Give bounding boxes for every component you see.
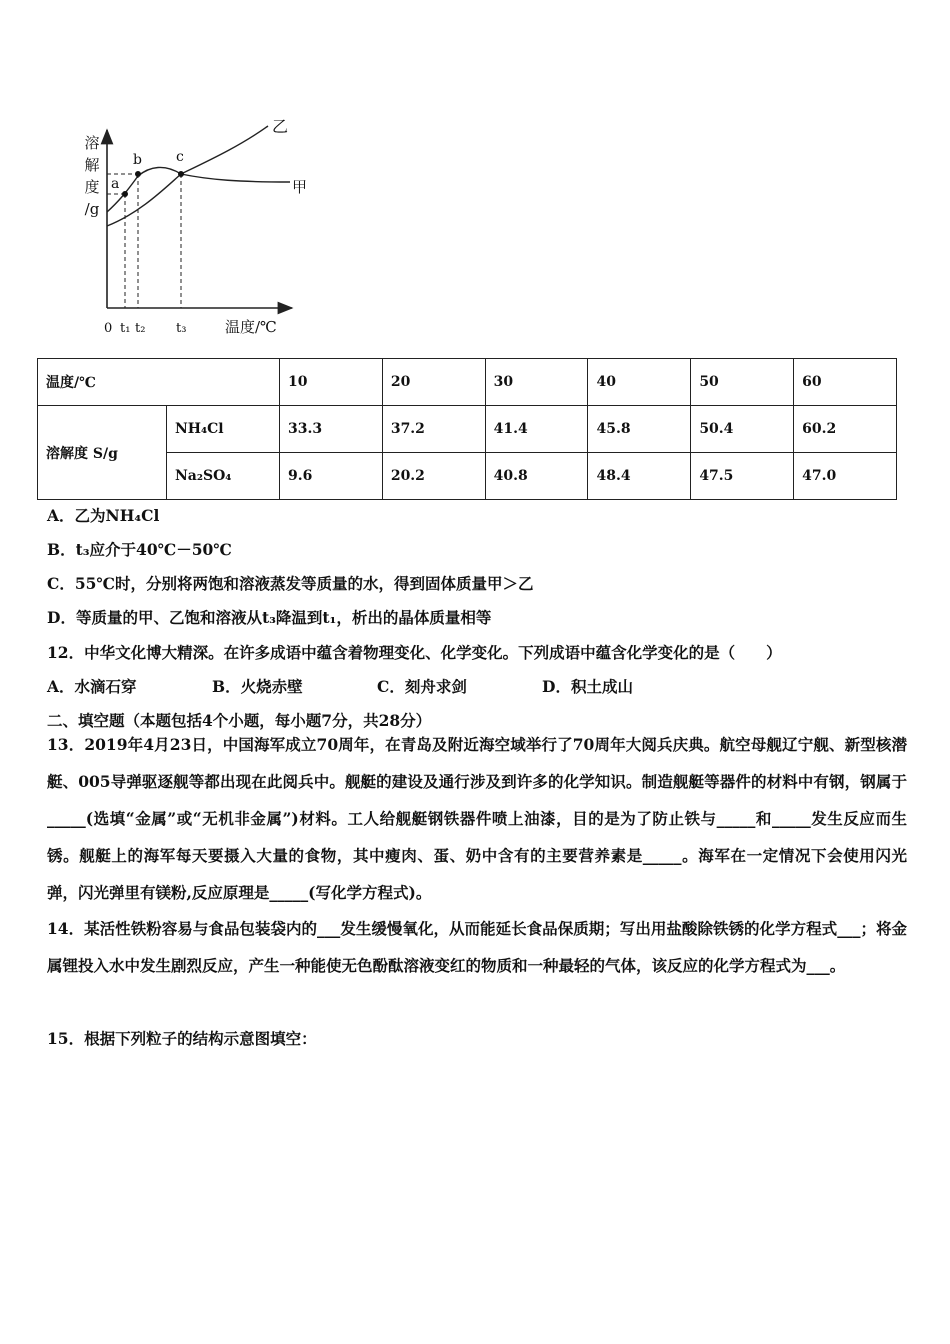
point-a	[122, 191, 128, 197]
solubility-table	[37, 358, 897, 500]
x-tick-t3: t₃	[176, 321, 187, 336]
y-axis-label-part: 度	[84, 178, 100, 196]
value-cell: 41.4	[485, 406, 588, 453]
q11-option-a: A．乙为NH₄Cl	[47, 506, 160, 525]
q12-options	[47, 677, 633, 697]
y-axis-label-part: 解	[84, 156, 100, 174]
q14-text: 14．某活性铁粉容易与食品包装袋内的___发生缓慢氧化，从而能延长食品保质期；写出用盐酸除铁锈的化学方程式___；将金属锂投入水中发生剧烈反应，产生一种能使无色酚酞溶液变红的物质和一种最轻的气体，该反应的化学方程式为___。	[47, 919, 907, 975]
series-jia-line	[107, 167, 290, 212]
point-label-a: a	[111, 176, 120, 192]
q11-option-d: D．等质量的甲、乙饱和溶液从t₃降温到t₁，析出的晶体质量相等	[47, 608, 492, 627]
q11-option-b: B．t₃应介于40℃－50℃	[47, 540, 232, 559]
q11-option-c: C．55℃时，分别将两饱和溶液蒸发等质量的水，得到固体质量甲＞乙	[47, 574, 534, 593]
y-axis-label	[84, 134, 99, 218]
value-cell: 60.2	[794, 406, 897, 453]
temp-cell: 40	[588, 359, 691, 406]
x-tick-t1: t₁	[120, 321, 131, 336]
value-cell: 48.4	[588, 453, 691, 500]
x-axis-label: 温度/℃	[225, 318, 277, 336]
value-cell: 45.8	[588, 406, 691, 453]
q12-option-c: C．刻舟求剑	[377, 677, 467, 696]
temp-cell: 50	[691, 359, 794, 406]
temp-cell: 20	[382, 359, 485, 406]
value-cell: 47.0	[794, 453, 897, 500]
row-name-nh4cl: NH₄Cl	[167, 406, 280, 453]
q12-option-a: A．水滴石穿	[47, 677, 137, 696]
q12-option-d: D．积土成山	[542, 677, 633, 696]
section-2-heading: 二、填空题（本题包括4个小题，每小题7分，共28分）	[47, 711, 432, 730]
point-b	[135, 171, 141, 177]
value-cell: 33.3	[280, 406, 383, 453]
value-cell: 37.2	[382, 406, 485, 453]
x-tick-t2: t₂	[135, 321, 146, 336]
row-name-na2so4: Na₂SO₄	[167, 453, 280, 500]
point-label-b: b	[133, 152, 142, 168]
series-label-jia: 甲	[292, 178, 308, 196]
point-c	[178, 171, 184, 177]
x-tick-0: 0	[104, 321, 113, 336]
y-axis-label-part: 溶	[84, 134, 100, 152]
temp-cell: 30	[485, 359, 588, 406]
q13-text: 13．2019年4月23日，中国海军成立70周年，在青岛及附近海空域举行了70周年大阅兵庆典。航空母舰辽宁舰、新型核潜艇、005导弹驱逐舰等都出现在此阅兵中。舰艇的建设及通行涉及到许多的化学知识。制造舰艇等器件的材料中有钢，钢属于_____(选填“金属”或“无机非金属”)材料。工人给舰艇钢铁器件喷上油漆，目的是为了防止铁与_____和_____发生反应而生锈。舰艇上的海军每天要摄入大量的食物，其中瘦肉、蛋、奶中含有的主要营养素是_____。海军在一定情况下会使用闪光弹，闪光弹里有镁粉,反应原理是_____(写化学方程式)。	[47, 735, 907, 902]
value-cell: 40.8	[485, 453, 588, 500]
y-axis-label-part: /g	[84, 200, 100, 218]
value-cell: 50.4	[691, 406, 794, 453]
temp-header: 温度/℃	[38, 359, 280, 406]
value-cell: 9.6	[280, 453, 383, 500]
temp-cell: 60	[794, 359, 897, 406]
q15-text: 15．根据下列粒子的结构示意图填空：	[47, 1029, 317, 1048]
point-label-c: c	[176, 149, 184, 165]
q12-stem: 12．中华文化博大精深。在许多成语中蕴含着物理变化、化学变化。下列成语中蕴含化学变化的是（ ）	[47, 643, 782, 662]
solubility-label: 溶解度 S/g	[38, 406, 167, 500]
value-cell: 47.5	[691, 453, 794, 500]
solubility-graph	[70, 108, 330, 340]
series-label-yi: 乙	[272, 117, 289, 136]
q12-option-b: B．火烧赤壁	[212, 677, 303, 696]
series-yi-line	[107, 126, 268, 226]
temp-cell: 10	[280, 359, 383, 406]
value-cell: 20.2	[382, 453, 485, 500]
